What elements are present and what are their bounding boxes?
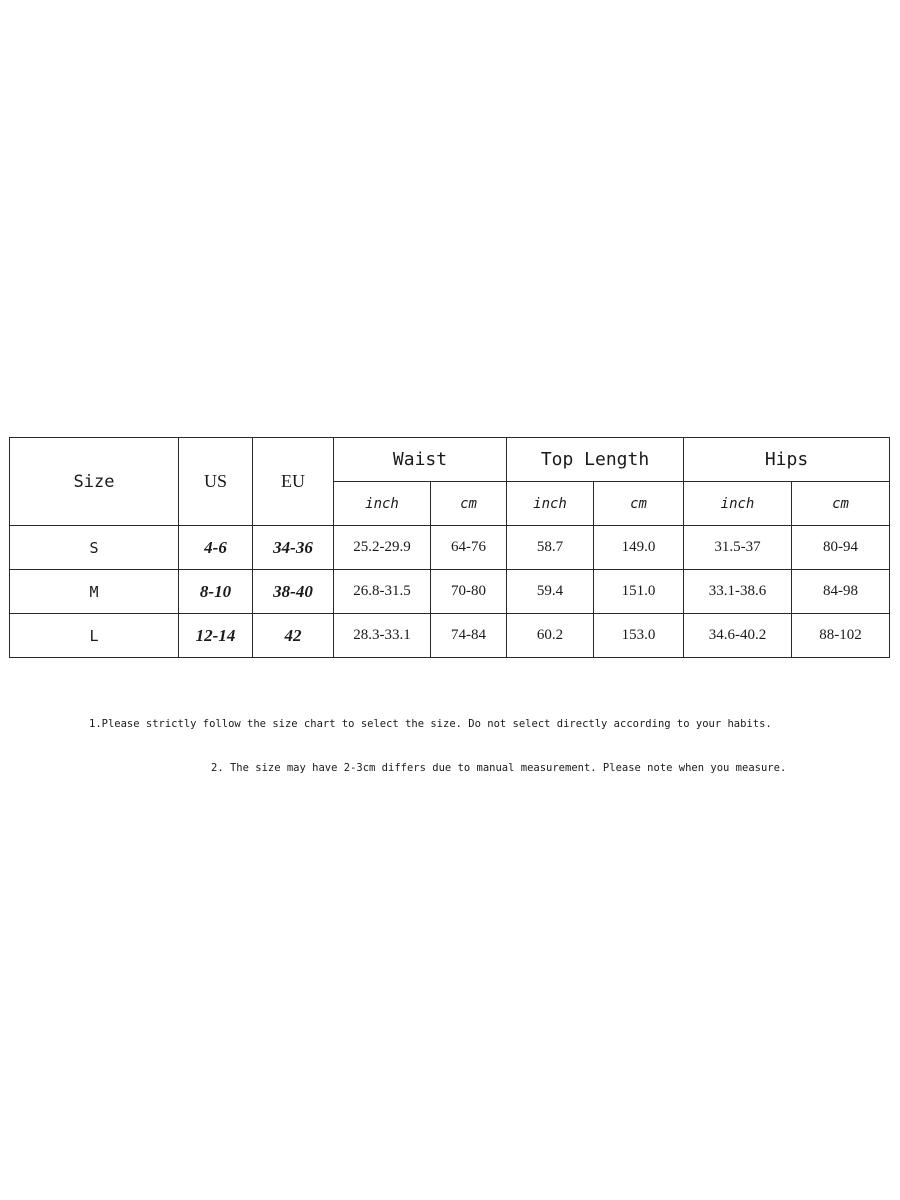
cell-hips-inch: 34.6-40.2 [684, 614, 792, 658]
cell-eu: 42 [253, 614, 334, 658]
cell-waist-inch: 28.3-33.1 [334, 614, 431, 658]
cell-us: 12-14 [179, 614, 253, 658]
cell-top-cm: 153.0 [594, 614, 684, 658]
cell-waist-cm: 74-84 [431, 614, 507, 658]
cell-top-inch: 58.7 [507, 526, 594, 570]
header-top-length: Top Length [507, 438, 684, 482]
unit-top-inch: inch [507, 482, 594, 526]
header-row-groups [10, 438, 890, 482]
cell-waist-cm: 70-80 [431, 570, 507, 614]
unit-hips-inch: inch [684, 482, 792, 526]
cell-hips-cm: 80-94 [792, 526, 890, 570]
table-row [10, 526, 890, 570]
cell-top-inch: 60.2 [507, 614, 594, 658]
table-row [10, 570, 890, 614]
cell-size: S [10, 526, 179, 570]
cell-hips-inch: 33.1-38.6 [684, 570, 792, 614]
header-size: Size [10, 438, 179, 526]
unit-hips-cm: cm [792, 482, 890, 526]
header-waist: Waist [334, 438, 507, 482]
cell-size: L [10, 614, 179, 658]
cell-us: 4-6 [179, 526, 253, 570]
cell-waist-inch: 25.2-29.9 [334, 526, 431, 570]
unit-waist-inch: inch [334, 482, 431, 526]
header-us: US [179, 438, 253, 526]
cell-eu: 38-40 [253, 570, 334, 614]
cell-size: M [10, 570, 179, 614]
cell-waist-inch: 26.8-31.5 [334, 570, 431, 614]
unit-top-cm: cm [594, 482, 684, 526]
cell-eu: 34-36 [253, 526, 334, 570]
size-note-1: 1.Please strictly follow the size chart to select the size. Do not select directly according to your habits. [89, 718, 772, 730]
cell-top-inch: 59.4 [507, 570, 594, 614]
cell-us: 8-10 [179, 570, 253, 614]
cell-hips-cm: 88-102 [792, 614, 890, 658]
header-eu: EU [253, 438, 334, 526]
cell-waist-cm: 64-76 [431, 526, 507, 570]
cell-hips-inch: 31.5-37 [684, 526, 792, 570]
cell-top-cm: 149.0 [594, 526, 684, 570]
unit-waist-cm: cm [431, 482, 507, 526]
size-note-2: 2. The size may have 2-3cm differs due to manual measurement. Please note when you measure. [211, 762, 787, 774]
cell-hips-cm: 84-98 [792, 570, 890, 614]
cell-top-cm: 151.0 [594, 570, 684, 614]
size-chart-table [9, 437, 890, 658]
table-row [10, 614, 890, 658]
header-hips: Hips [684, 438, 890, 482]
